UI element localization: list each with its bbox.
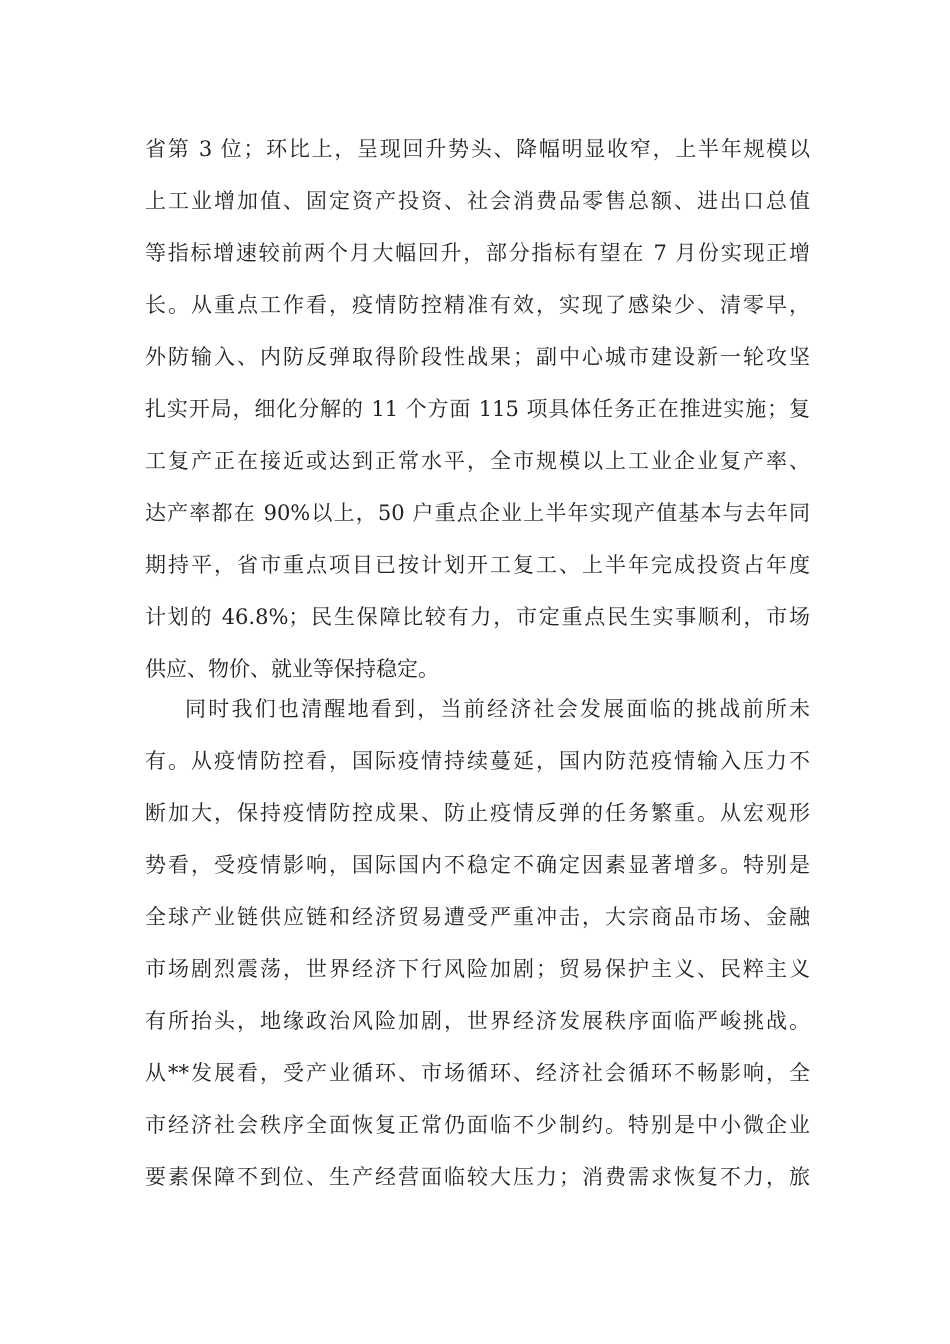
paragraph-line: 扎实开局，细化分解的 11 个方面 115 项具体任务正在推进实施；复 bbox=[145, 397, 810, 421]
paragraph-line: 市经济社会秩序全面恢复正常仍面临不少制约。特别是中小微企业 bbox=[145, 1113, 810, 1137]
paragraph-line: 达产率都在 90%以上，50 户重点企业上半年实现产值基本与去年同 bbox=[145, 501, 810, 525]
paragraph-line: 长。从重点工作看，疫情防控精准有效，实现了感染少、清零早， bbox=[145, 293, 810, 317]
paragraph-line: 工复产正在接近或达到正常水平，全市规模以上工业企业复产率、 bbox=[145, 449, 810, 473]
paragraph-line: 等指标增速较前两个月大幅回升，部分指标有望在 7 月份实现正增 bbox=[145, 241, 810, 265]
paragraph-line: 从**发展看，受产业循环、市场循环、经济社会循环不畅影响，全 bbox=[145, 1061, 810, 1085]
paragraph-line: 外防输入、内防反弹取得阶段性战果；副中心城市建设新一轮攻坚 bbox=[145, 345, 810, 369]
paragraph-line: 有。从疫情防控看，国际疫情持续蔓延，国内防范疫情输入压力不 bbox=[145, 749, 810, 773]
paragraph-line: 断加大，保持疫情防控成果、防止疫情反弹的任务繁重。从宏观形 bbox=[145, 801, 810, 825]
paragraph-line: 要素保障不到位、生产经营面临较大压力；消费需求恢复不力，旅 bbox=[145, 1165, 810, 1189]
paragraph-line: 供应、物价、就业等保持稳定。 bbox=[145, 657, 439, 681]
paragraph-1 bbox=[145, 123, 810, 695]
paragraph-line: 全球产业链供应链和经济贸易遭受严重冲击，大宗商品市场、金融 bbox=[145, 905, 810, 929]
paragraph-2 bbox=[145, 683, 810, 1203]
paragraph-line: 期持平，省市重点项目已按计划开工复工、上半年完成投资占年度 bbox=[145, 553, 810, 577]
paragraph-line: 上工业增加值、固定资产投资、社会消费品零售总额、进出口总值 bbox=[145, 189, 810, 213]
paragraph-line: 计划的 46.8%；民生保障比较有力，市定重点民生实事顺利，市场 bbox=[145, 605, 810, 629]
paragraph-line: 市场剧烈震荡，世界经济下行风险加剧；贸易保护主义、民粹主义 bbox=[145, 957, 810, 981]
paragraph-line: 省第 3 位；环比上，呈现回升势头、降幅明显收窄，上半年规模以 bbox=[145, 137, 810, 161]
paragraph-line: 同时我们也清醒地看到，当前经济社会发展面临的挑战前所未 bbox=[185, 697, 810, 721]
paragraph-line: 势看，受疫情影响，国际国内不稳定不确定因素显著增多。特别是 bbox=[145, 853, 810, 877]
paragraph-line: 有所抬头，地缘政治风险加剧，世界经济发展秩序面临严峻挑战。 bbox=[145, 1009, 810, 1033]
